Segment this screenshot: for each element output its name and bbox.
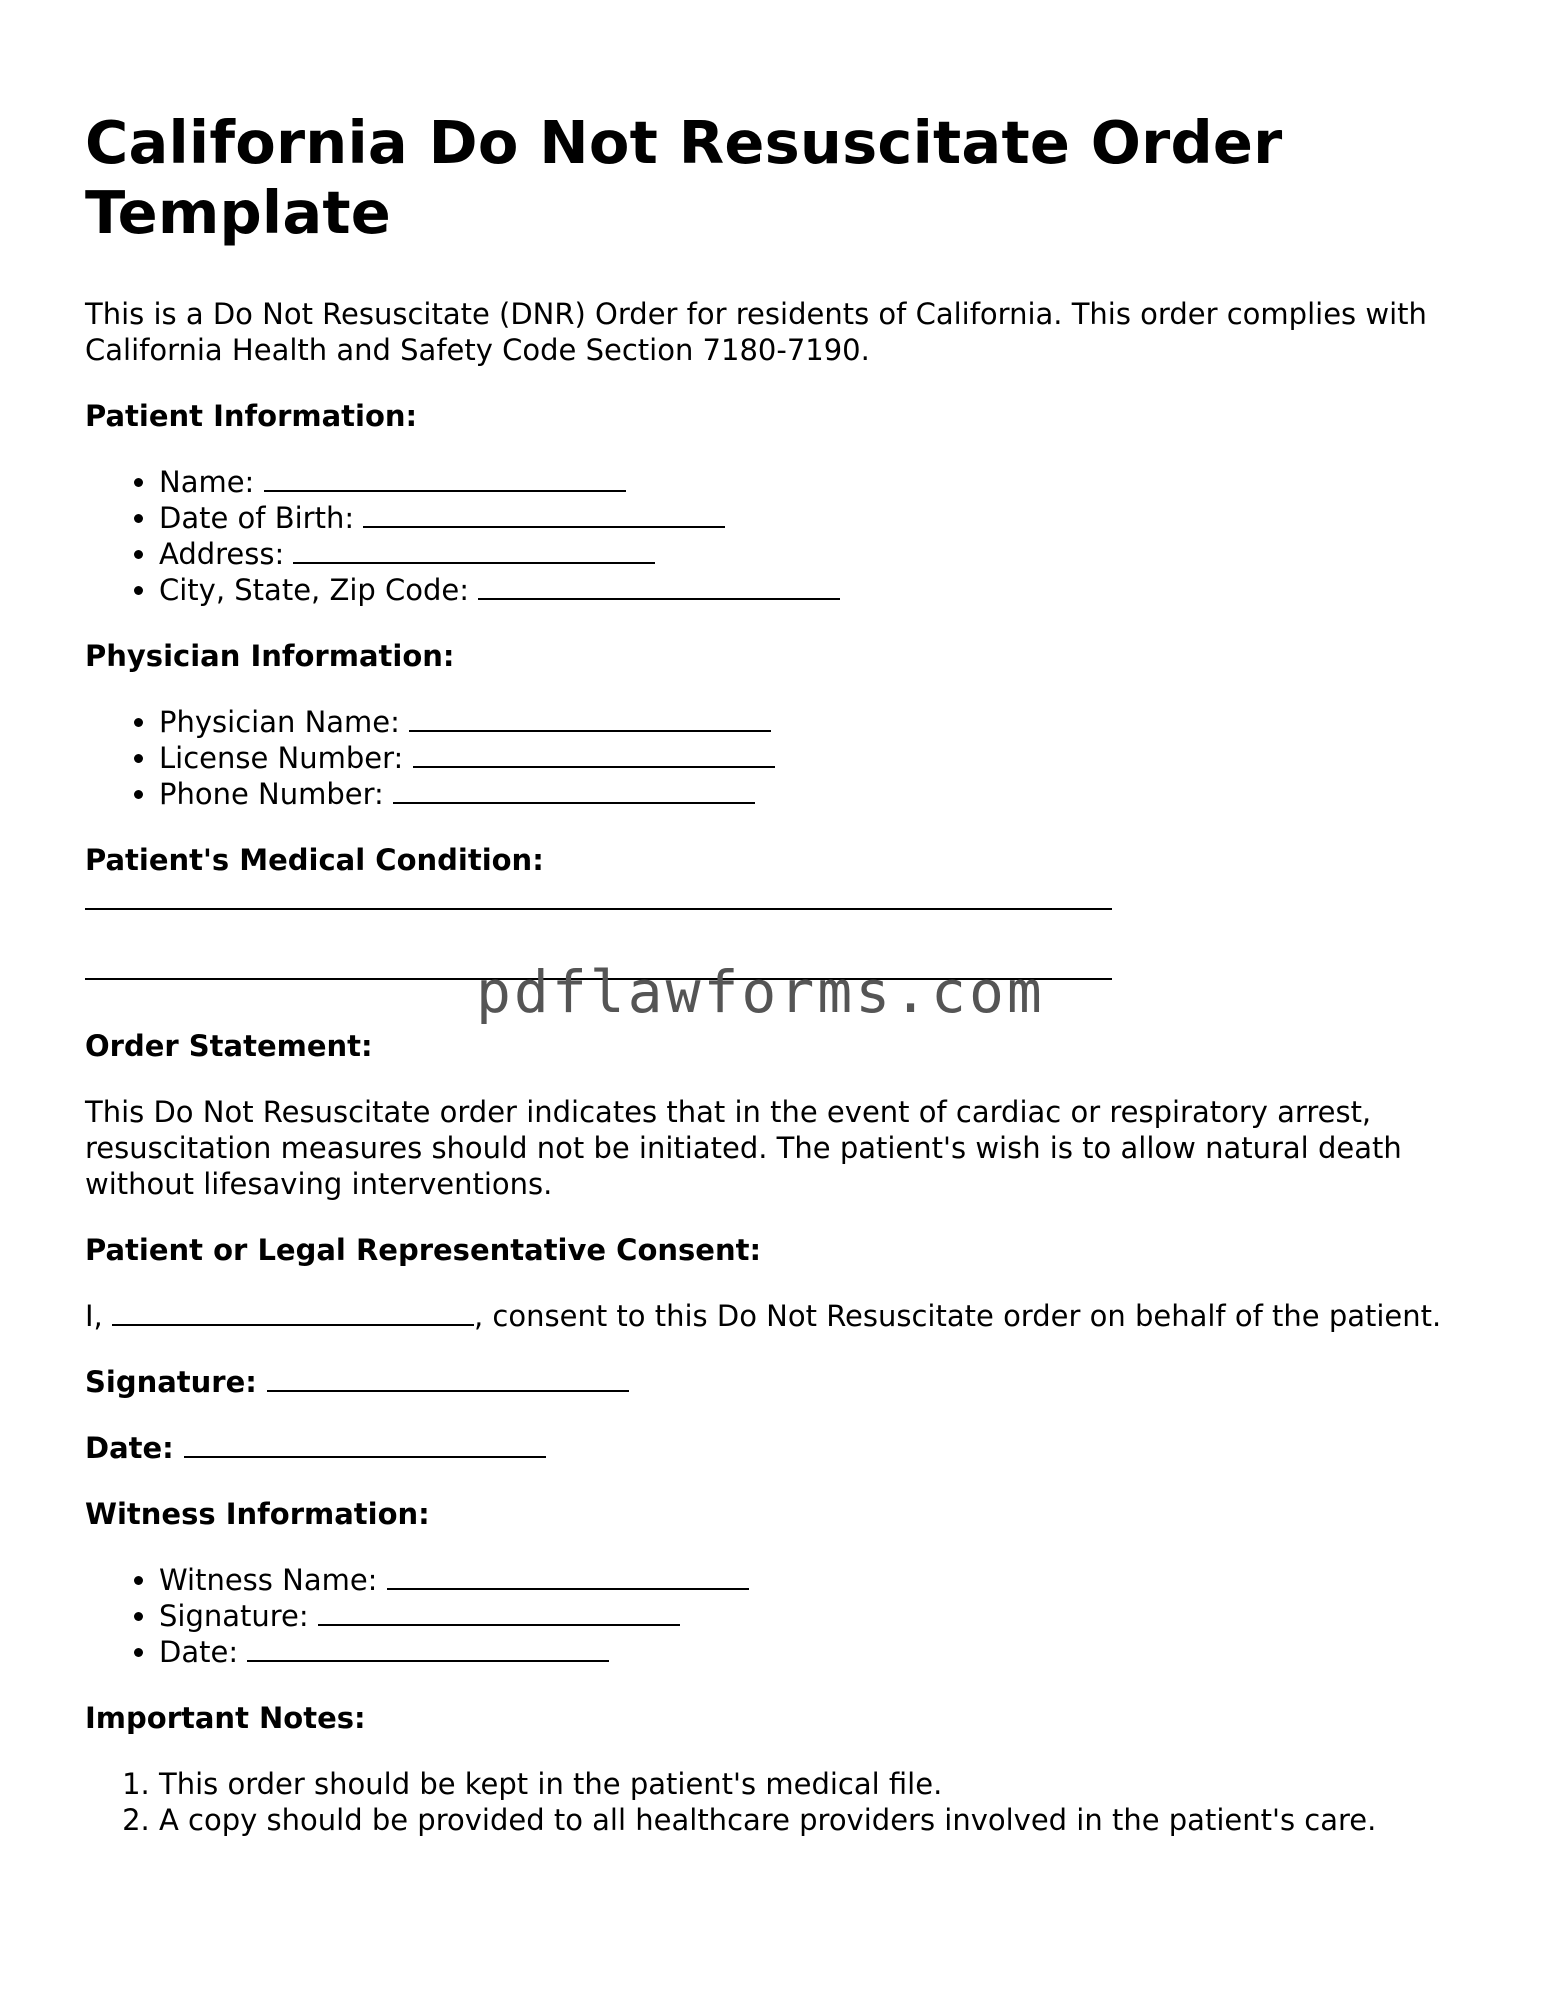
date-blank[interactable] — [184, 1430, 546, 1458]
witness-info-heading: Witness Information: — [85, 1497, 430, 1531]
patient-city-state-zip-field — [159, 572, 1465, 608]
blank-line[interactable] — [387, 1562, 749, 1590]
document-title: California Do Not Resuscitate Order Template — [85, 108, 1283, 247]
note-item: 1. This order should be kept in the patient's medical file. — [159, 1766, 1465, 1802]
consent-prefix: I, — [85, 1299, 103, 1333]
field-label: Address: — [159, 537, 285, 571]
blank-line[interactable] — [247, 1634, 609, 1662]
witness-signature-field — [159, 1598, 1465, 1634]
consent-suffix: , consent to this Do Not Resuscitate order on behalf of the patient. — [474, 1299, 1442, 1333]
intro-paragraph: This is a Do Not Resuscitate (DNR) Order for residents of California. This order complies with California Health and Safety Code Section 7180-7190. — [85, 297, 1427, 367]
order-statement-text: This Do Not Resuscitate order indicates that in the event of cardiac or respiratory arrest, resuscitation measures should not be initiated. The patient's wish is to allow natural death without lifesaving interventions. — [85, 1095, 1402, 1201]
field-label: Witness Name: — [159, 1563, 378, 1597]
field-label: Phone Number: — [159, 777, 384, 811]
consent-name-blank[interactable] — [112, 1298, 474, 1326]
physician-phone-field — [159, 776, 1465, 812]
field-label: Physician Name: — [159, 705, 400, 739]
blank-line[interactable] — [478, 572, 840, 600]
blank-line[interactable] — [318, 1598, 680, 1626]
important-notes-list — [85, 1766, 1465, 1838]
patient-info-list — [85, 464, 1465, 608]
date-field — [85, 1430, 1465, 1466]
consent-statement — [85, 1298, 1465, 1334]
blank-line[interactable] — [293, 536, 655, 564]
consent-heading: Patient or Legal Representative Consent: — [85, 1233, 762, 1267]
witness-info-list — [85, 1562, 1465, 1670]
blank-line[interactable] — [409, 704, 771, 732]
patient-name-field — [159, 464, 1465, 500]
blank-line[interactable] — [363, 500, 725, 528]
physician-license-field — [159, 740, 1465, 776]
signature-label: Signature: — [85, 1365, 257, 1399]
physician-name-field — [159, 704, 1465, 740]
signature-field — [85, 1364, 1465, 1400]
field-label: Name: — [159, 465, 255, 499]
field-label: Date of Birth: — [159, 501, 355, 535]
field-label: Signature: — [159, 1599, 309, 1633]
physician-info-list — [85, 704, 1465, 812]
blank-line[interactable] — [393, 776, 755, 804]
witness-name-field — [159, 1562, 1465, 1598]
medical-condition-line-1[interactable] — [85, 908, 1112, 910]
field-label: Date: — [159, 1635, 239, 1669]
order-statement-heading: Order Statement: — [85, 1029, 373, 1063]
physician-info-heading: Physician Information: — [85, 639, 455, 673]
watermark-text: pdflawforms.com — [476, 958, 1045, 1026]
date-label: Date: — [85, 1431, 174, 1465]
patient-dob-field — [159, 500, 1465, 536]
patient-address-field — [159, 536, 1465, 572]
blank-line[interactable] — [413, 740, 775, 768]
important-notes-heading: Important Notes: — [85, 1701, 366, 1735]
witness-date-field — [159, 1634, 1465, 1670]
blank-line[interactable] — [264, 464, 626, 492]
field-label: City, State, Zip Code: — [159, 573, 470, 607]
medical-condition-heading: Patient's Medical Condition: — [85, 843, 544, 877]
field-label: License Number: — [159, 741, 404, 775]
note-item: 2. A copy should be provided to all healthcare providers involved in the patient's care. — [159, 1802, 1465, 1838]
signature-blank[interactable] — [267, 1364, 629, 1392]
patient-info-heading: Patient Information: — [85, 399, 418, 433]
